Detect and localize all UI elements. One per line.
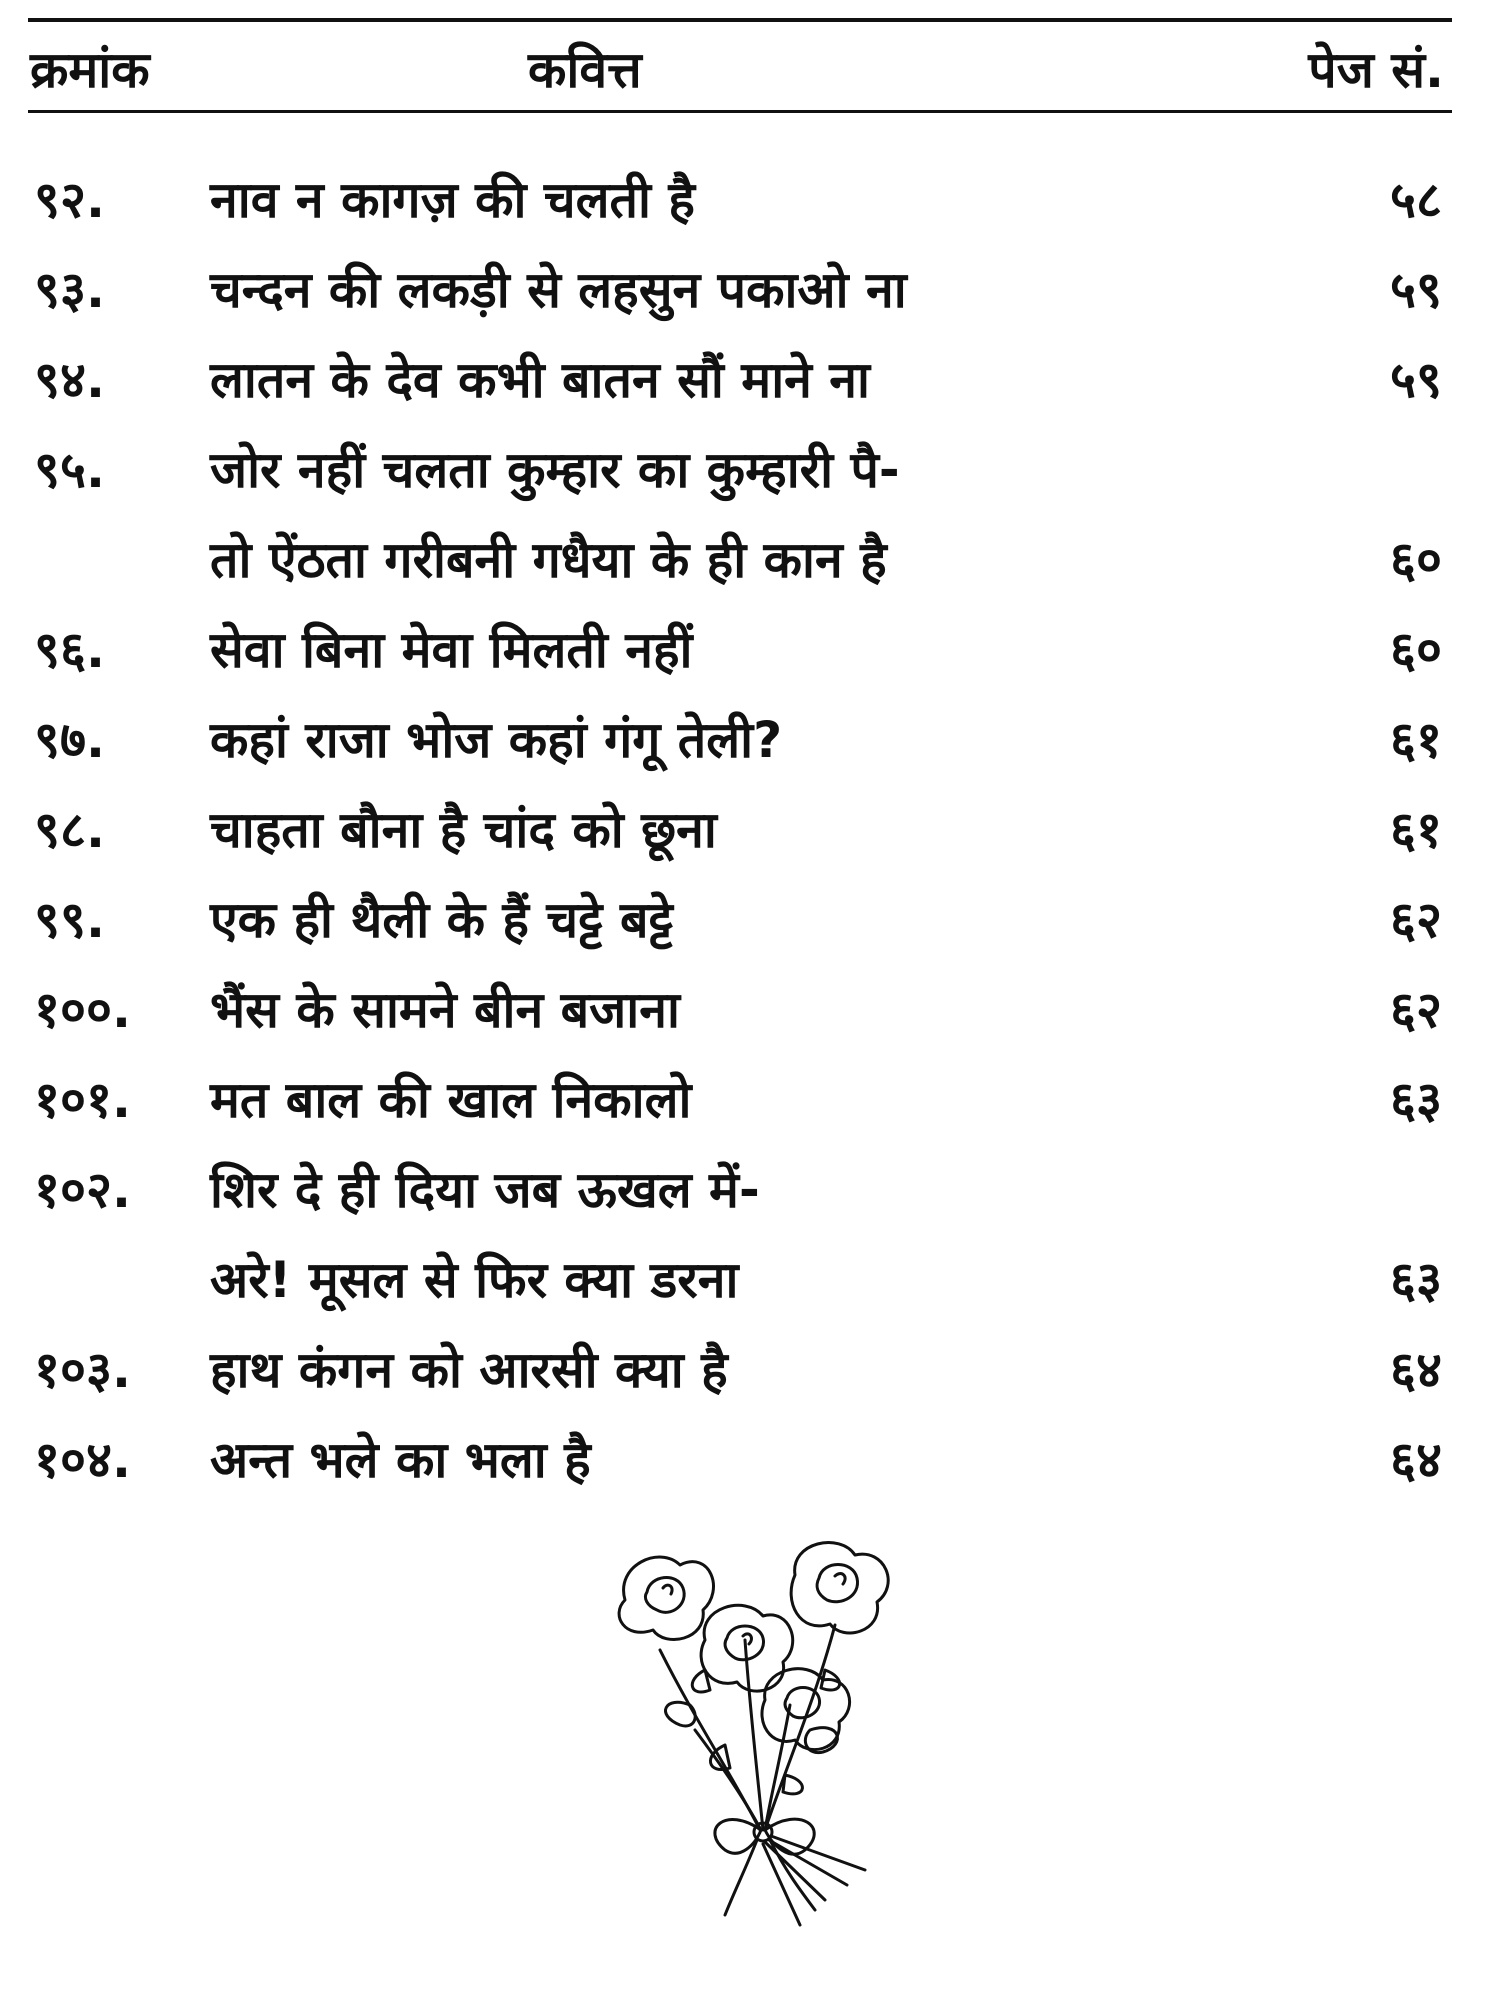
item-page: ६१ xyxy=(1390,801,1442,859)
item-number: १०२. xyxy=(34,1161,131,1219)
item-page: ६४ xyxy=(1390,1341,1442,1399)
item-page: ६३ xyxy=(1390,1071,1442,1129)
item-number: ९५. xyxy=(34,441,105,499)
list-item xyxy=(0,875,1500,965)
list-item xyxy=(0,1055,1500,1145)
item-title: शिर दे ही दिया जब ऊखल में- xyxy=(210,1161,760,1219)
item-title: कहां राजा भोज कहां गंगू तेली? xyxy=(210,711,783,769)
item-title: लातन के देव कभी बातन सौं माने ना xyxy=(210,351,870,409)
item-number: ९४. xyxy=(34,351,105,409)
item-number: १०३. xyxy=(34,1341,131,1399)
item-number: ९७. xyxy=(34,711,105,769)
item-title: मत बाल की खाल निकालो xyxy=(210,1071,692,1129)
item-page: ६० xyxy=(1390,621,1442,679)
item-page: ६० xyxy=(1390,531,1442,589)
item-page: ६४ xyxy=(1390,1431,1442,1489)
item-number: १०१. xyxy=(34,1071,131,1129)
item-title: सेवा बिना मेवा मिलती नहीं xyxy=(210,621,693,679)
header-page: पेज सं. xyxy=(1308,41,1444,99)
item-title: अरे! मूसल से फिर क्या डरना xyxy=(210,1251,739,1309)
item-number: १०४. xyxy=(34,1431,131,1489)
list-item xyxy=(0,1325,1500,1415)
item-page: ६२ xyxy=(1390,981,1442,1039)
item-title: नाव न कागज़ की चलती है xyxy=(210,171,695,229)
list-item xyxy=(0,245,1500,335)
item-title: भैंस के सामने बीन बजाना xyxy=(210,981,680,1039)
item-number: ९८. xyxy=(34,801,105,859)
header-title: कवित्त xyxy=(528,41,642,99)
item-number: ९२. xyxy=(34,171,105,229)
rose-bouquet-icon xyxy=(585,1530,925,1940)
item-title: जोर नहीं चलता कुम्हार का कुम्हारी पै- xyxy=(210,441,900,499)
header-number: क्रमांक xyxy=(30,41,150,99)
item-title: चाहता बौना है चांद को छूना xyxy=(210,801,717,859)
list-item xyxy=(0,605,1500,695)
top-rule xyxy=(28,18,1452,22)
list-item xyxy=(0,335,1500,425)
item-page: ५८ xyxy=(1390,171,1442,229)
item-title: तो ऐंठता गरीबनी गधैया के ही कान है xyxy=(210,531,887,589)
header-rule xyxy=(28,110,1452,113)
item-number: ९३. xyxy=(34,261,105,319)
item-page: ५९ xyxy=(1390,261,1442,319)
item-number: १००. xyxy=(34,981,131,1039)
list-item-continuation xyxy=(0,1235,1500,1325)
list-item xyxy=(0,695,1500,785)
item-number: ९९. xyxy=(34,891,105,949)
item-title: हाथ कंगन को आरसी क्या है xyxy=(210,1341,728,1399)
item-page: ६२ xyxy=(1390,891,1442,949)
list-item xyxy=(0,155,1500,245)
list-item xyxy=(0,965,1500,1055)
item-number: ९६. xyxy=(34,621,105,679)
item-title: अन्त भले का भला है xyxy=(210,1431,591,1489)
list-item xyxy=(0,785,1500,875)
item-page: ६३ xyxy=(1390,1251,1442,1309)
list-item xyxy=(0,1415,1500,1505)
item-page: ५९ xyxy=(1390,351,1442,409)
item-title: एक ही थैली के हैं चट्टे बट्टे xyxy=(210,891,673,949)
item-title: चन्दन की लकड़ी से लहसुन पकाओ ना xyxy=(210,261,907,319)
list-item xyxy=(0,425,1500,515)
item-page: ६१ xyxy=(1390,711,1442,769)
list-item xyxy=(0,1145,1500,1235)
list-item-continuation xyxy=(0,515,1500,605)
